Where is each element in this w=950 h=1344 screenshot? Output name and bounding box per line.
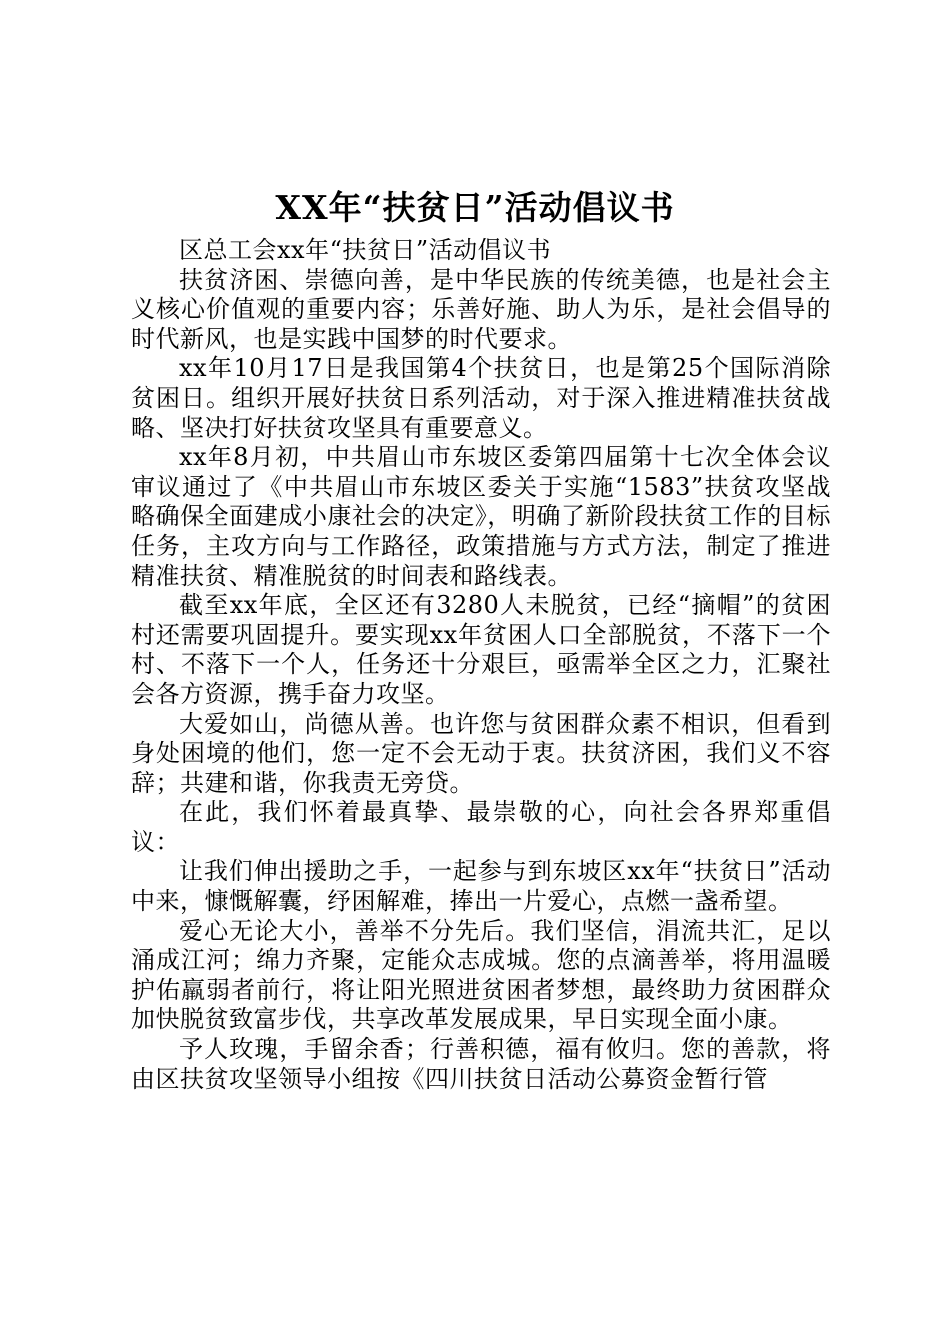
paragraph: 让我们伸出援助之手，一起参与到东坡区xx年“扶贫日”活动中来，慷慨解囊，纾困解难，捧出一片爱心，点燃一盏希望。 — [131, 857, 831, 916]
paragraph: 予人玫瑰，手留余香；行善积德，福有攸归。您的善款，将由区扶贫攻坚领导小组按《四川扶贫日活动公募资金暂行管 — [131, 1035, 831, 1093]
document-body — [131, 236, 831, 1094]
paragraph-heading-line: 区总工会xx年“扶贫日”活动倡议书 — [179, 236, 552, 264]
paragraph: 扶贫济困、崇德向善，是中华民族的传统美德，也是社会主义核心价值观的重要内容；乐善好施、助人为乐，是社会倡导的时代新风，也是实践中国梦的时代要求。 — [131, 265, 831, 353]
document-title: XX年“扶贫日”活动倡议书 — [275, 188, 675, 227]
paragraph: 爱心无论大小，善举不分先后。我们坚信，涓流共汇，足以涌成江河；绵力齐聚，定能众志成城。您的点滴善举，将用温暖护佑羸弱者前行，将让阳光照进贫困者梦想，最终助力贫困群众加快脱贫致富步伐，共享改革发展成果，早日实现全面小康。 — [131, 916, 831, 1034]
paragraph: xx年10月17日是我国第4个扶贫日，也是第25个国际消除贫困日。组织开展好扶贫日系列活动，对于深入推进精准扶贫战略、坚决打好扶贫攻坚具有重要意义。 — [131, 354, 831, 442]
paragraph: 在此，我们怀着最真挚、最崇敬的心，向社会各界郑重倡议： — [131, 798, 831, 856]
paragraph: 截至xx年底，全区还有3280人未脱贫，已经“摘帽”的贫困村还需要巩固提升。要实现xx年贫困人口全部脱贫，不落下一个村、不落下一个人，任务还十分艰巨，亟需举全区之力，汇聚社会各方资源，携手奋力攻坚。 — [131, 591, 831, 708]
paragraph: xx年8月初，中共眉山市东坡区委第四届第十七次全体会议审议通过了《中共眉山市东坡区委关于实施“1583”扶贫攻坚战略确保全面建成小康社会的决定》，明确了新阶段扶贫工作的目标任务，主攻方向与工作路径，政策措施与方式方法，制定了推进精准扶贫、精准脱贫的时间表和路线表。 — [131, 443, 831, 590]
paragraph: 大爱如山，尚德从善。也许您与贫困群众素不相识，但看到身处困境的他们，您一定不会无动于衷。扶贫济困，我们义不容辞；共建和谐，你我责无旁贷。 — [131, 709, 831, 797]
